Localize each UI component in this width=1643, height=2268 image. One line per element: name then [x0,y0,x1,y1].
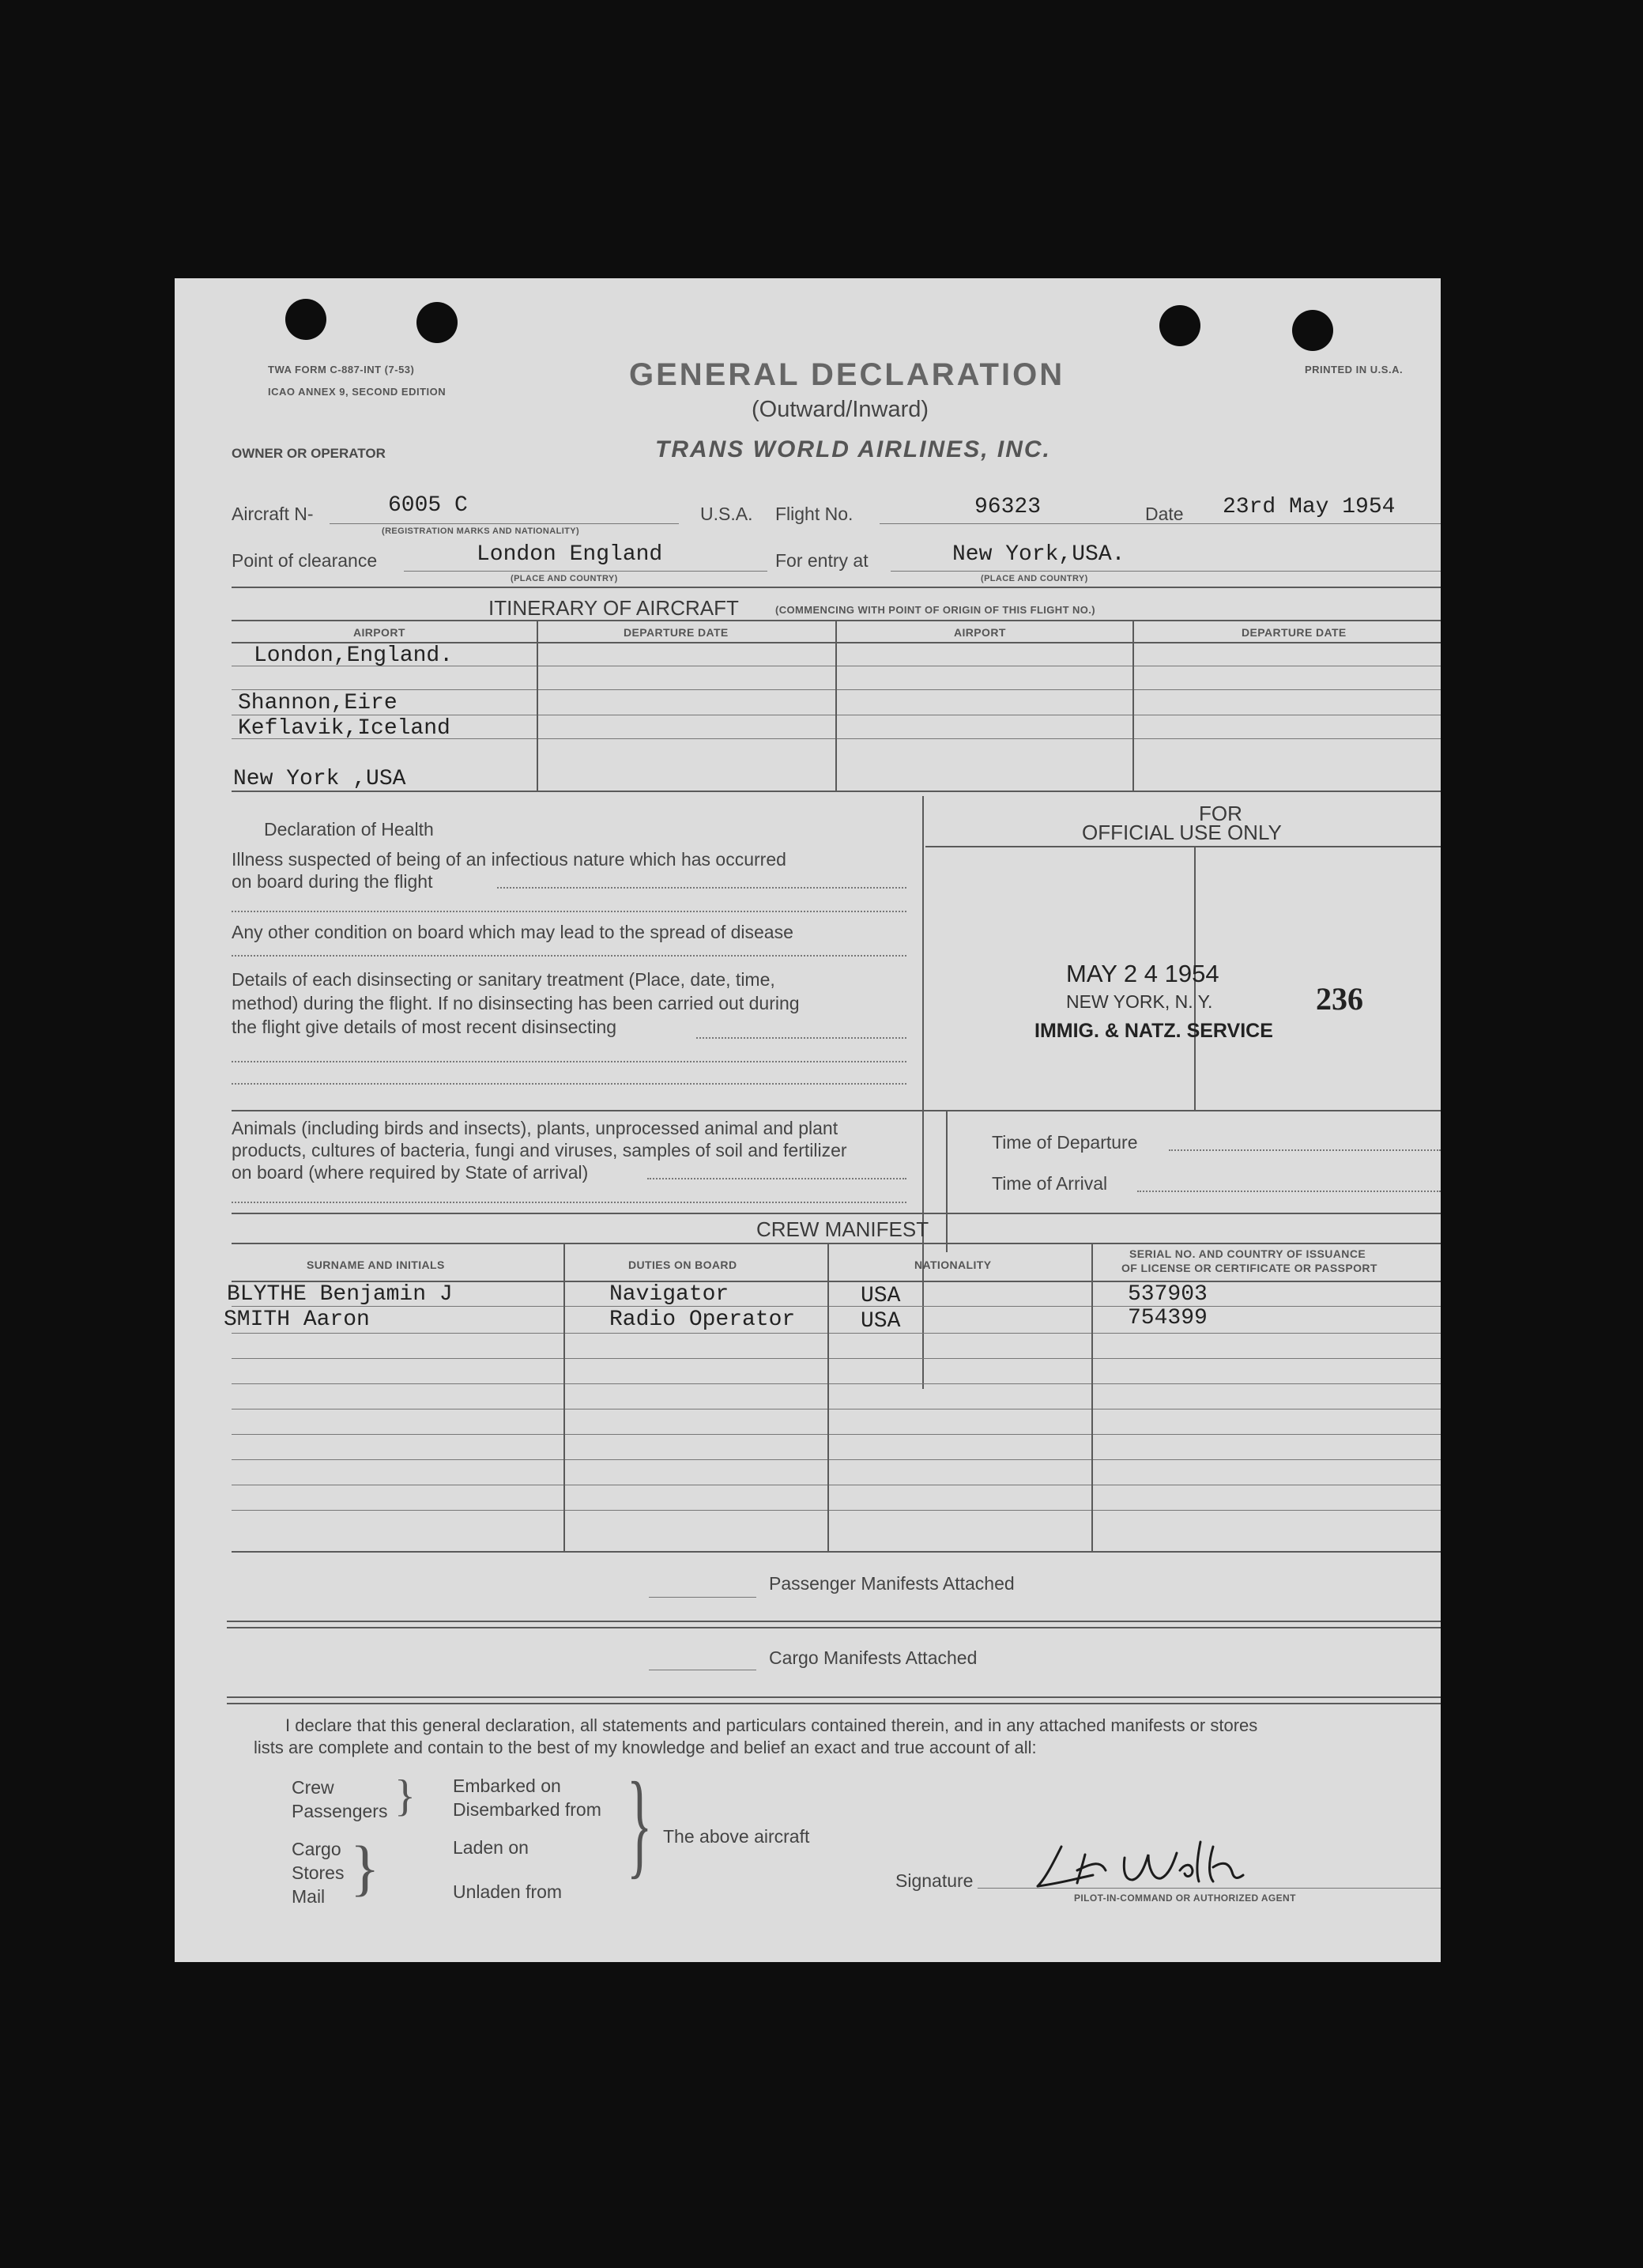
health-q3c: the flight give details of most recent disinsecting [232,1017,617,1037]
crew-header-name: SURNAME AND INITIALS [307,1259,445,1271]
itinerary-note: (COMMENCING WITH POINT OF ORIGIN OF THIS FLIGHT NO.) [775,604,1095,616]
icao-note: ICAO ANNEX 9, SECOND EDITION [268,386,447,398]
health-heading: Declaration of Health [264,819,434,840]
animals-line-b: products, cultures of bacteria, fungi and viruses, samples of soil and fertilizer [232,1140,847,1160]
brace-right: } [350,1833,380,1902]
itinerary-header-departure-2: DEPARTURE DATE [1242,626,1347,639]
punch-hole [285,299,326,340]
crew-row-2-serial: 754399 [1128,1306,1208,1330]
crew-header-duties: DUTIES ON BOARD [628,1259,737,1271]
health-q1a: Illness suspected of being of an infectious nature which has occurred [232,849,786,870]
date-value: 23rd May 1954 [1223,495,1396,519]
handwritten-signature [1030,1831,1267,1894]
mail-word: Mail [292,1886,326,1907]
printed-note: PRINTED IN U.S.A. [1305,364,1404,375]
declaration-line-2: lists are complete and contain to the best of my knowledge and belief an exact and true account of all: [254,1738,1037,1757]
owner-label: OWNER OR OPERATOR [232,446,386,461]
health-q3a: Details of each disinsecting or sanitary treatment (Place, date, time, [232,969,775,990]
health-q3b: method) during the flight. If no disinsecting has been carried out during [232,993,800,1013]
declaration-form [175,278,1441,1962]
crew-header-serial-a: SERIAL NO. AND COUNTRY OF ISSUANCE [1129,1247,1366,1260]
laden-word: Laden on [453,1837,529,1858]
itinerary-header-airport-2: AIRPORT [954,626,1006,639]
signature-label: Signature [895,1870,974,1891]
itinerary-airport-london: London,England. [254,643,454,668]
itinerary-header-airport-1: AIRPORT [353,626,405,639]
usa-label: U.S.A. [700,504,753,524]
entry-caption: (PLACE AND COUNTRY) [981,574,1088,583]
stamp-date: MAY 2 4 1954 [1066,960,1219,987]
crew-row-1-duty: Navigator [609,1282,729,1307]
crew-row-2-name: SMITH Aaron [224,1308,370,1332]
crew-header-nationality: NATIONALITY [914,1259,992,1271]
punch-hole [1292,310,1333,351]
official-title-bottom: OFFICIAL USE ONLY [1082,821,1282,844]
cargo-manifest-label: Cargo Manifests Attached [769,1647,978,1668]
embarked-word: Embarked on [453,1776,561,1796]
crew-row-2-nationality: USA [861,1309,901,1334]
form-subtitle: (Outward/Inward) [752,397,929,422]
crew-row-1-nationality: USA [861,1284,901,1308]
stamp-city: NEW YORK, N. Y. [1066,991,1213,1012]
itinerary-header-departure-1: DEPARTURE DATE [624,626,729,639]
aircraft-value: 6005 C [388,493,468,518]
itinerary-airport-shannon: Shannon,Eire [238,691,398,715]
signature-caption: PILOT-IN-COMMAND OR AUTHORIZED AGENT [1074,1893,1296,1904]
date-label: Date [1145,504,1184,524]
animals-line-c: on board (where required by State of arrival) [232,1162,589,1183]
passenger-manifest-label: Passenger Manifests Attached [769,1573,1015,1594]
disembarked-word: Disembarked from [453,1799,601,1820]
clearance-caption: (PLACE AND COUNTRY) [511,574,618,583]
cargo-word: Cargo [292,1839,341,1859]
official-title-top: FOR [1199,802,1242,825]
aircraft-label: Aircraft N- [232,504,314,524]
crew-header-serial-b: OF LICENSE OR CERTIFICATE OR PASSPORT [1121,1262,1377,1274]
crew-row-2-duty: Radio Operator [609,1308,796,1332]
brace-right: } [627,1758,653,1889]
crew-row-1-serial: 537903 [1128,1282,1208,1307]
form-title: GENERAL DECLARATION [629,357,1065,392]
unladen-word: Unladen from [453,1881,563,1902]
entry-value: New York,USA. [952,542,1125,567]
clearance-value: London England [477,542,663,567]
arrival-label: Time of Arrival [992,1173,1108,1194]
itinerary-airport-newyork: New York ,USA [233,767,406,791]
flight-no-value: 96323 [974,495,1042,519]
form-number: TWA FORM C-887-INT (7-53) [268,364,415,375]
departure-label: Time of Departure [992,1132,1138,1153]
stamp-agency: IMMIG. & NATZ. SERVICE [1034,1020,1273,1042]
crew-row-1-name: BLYTHE Benjamin J [227,1282,453,1307]
registration-caption: (REGISTRATION MARKS AND NATIONALITY) [382,526,580,536]
punch-hole [416,302,458,343]
crew-word: Crew [292,1777,334,1798]
brace-right: } [394,1772,416,1821]
clearance-label: Point of clearance [232,550,378,571]
crew-title: CREW MANIFEST [756,1217,929,1241]
declaration-line-1: I declare that this general declaration, all statements and particulars contained therein, and in any attached manifests or stores [285,1715,1258,1735]
health-q1b: on board during the flight [232,871,433,892]
passengers-word: Passengers [292,1801,388,1821]
health-q2: Any other condition on board which may lead to the spread of disease [232,922,793,942]
animals-line-a: Animals (including birds and insects), plants, unprocessed animal and plant [232,1118,838,1138]
punch-hole [1159,305,1200,346]
above-aircraft: The above aircraft [663,1826,810,1847]
itinerary-airport-keflavik: Keflavik,Iceland [238,716,450,741]
airline-name: TRANS WORLD AIRLINES, INC. [655,436,1051,462]
official-number: 236 [1316,981,1363,1017]
stores-word: Stores [292,1862,345,1883]
entry-label: For entry at [775,550,869,571]
itinerary-title: ITINERARY OF AIRCRAFT [488,596,739,620]
flight-no-label: Flight No. [775,504,854,524]
